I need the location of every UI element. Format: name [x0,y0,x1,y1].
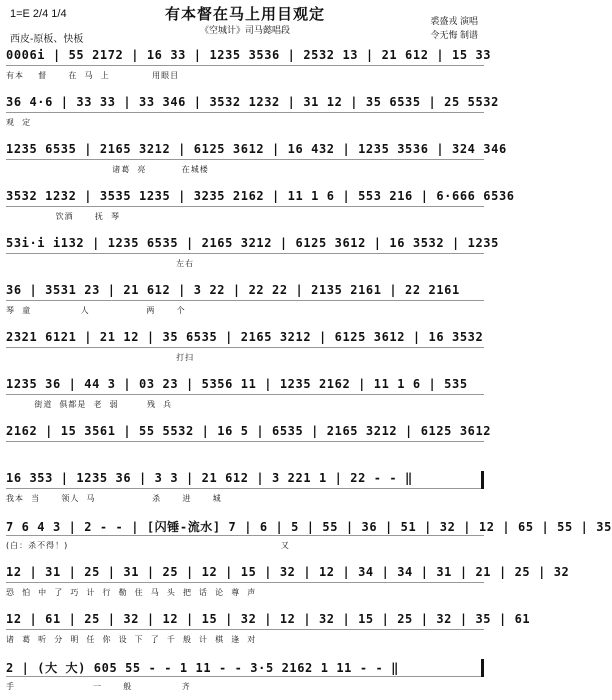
score-row-4 [6,189,515,225]
notation-line: 16 353 | 1235 36 | 3 3 | 21 612 | 3 221 1 | 22 - - ‖ [6,471,413,485]
score-row-2 [6,95,499,131]
notation-line: 1235 6535 | 2165 3212 | 6125 3612 | 16 432 | 1235 3536 | 324 346 [6,142,507,156]
lyric-line: 打扫 [6,353,195,362]
score-row-10 [6,471,484,507]
score-header [0,0,490,44]
lyric-line: 手 一 般 齐 [6,682,191,691]
notation-line: 0006i | 55 2172 | 16 33 | 1235 3536 | 2532 13 | 21 612 | 15 33 [6,48,492,62]
tempo-mode: 西皮-原板、快板 [10,34,84,45]
beam-underline [6,159,484,160]
beam-underline [6,582,484,583]
score-row-1 [6,48,492,84]
lyric-line [6,446,484,458]
notation-line: 36 4·6 | 33 33 | 33 346 | 3532 1232 | 31 12 | 35 6535 | 25 5532 [6,95,499,109]
notation-line: 53i·i i132 | 1235 6535 | 2165 3212 | 6125 3612 | 16 3532 | 1235 [6,236,499,250]
beam-underline [6,300,484,301]
beam-underline [6,347,484,348]
notation-line: 2162 | 15 3561 | 55 5532 | 16 5 | 6535 | 2165 3212 | 6125 3612 [6,424,492,438]
score-row-13 [6,612,531,648]
score-row-6 [6,283,484,319]
beam-underline [6,394,484,395]
notation-line: 36 | 3531 23 | 21 612 | 3 22 | 22 22 | 2135 2161 | 22 2161 [6,283,460,297]
final-barline [481,471,484,489]
lyric-line: 左右 [6,259,195,268]
beam-underline [6,629,484,630]
notation-line: 1235 36 | 44 3 | 03 23 | 5356 11 | 1235 2162 | 11 1 6 | 535 [6,377,468,391]
beam-underline [6,676,484,677]
lyric-line: 琴 童 人 两 个 [6,306,186,315]
notation-line: 2 | (大 大) 605 55 - - 1 11 - - 3·5 2162 1 11 - - ‖ [6,661,399,675]
notation-line: 12 | 61 | 25 | 32 | 12 | 15 | 32 | 12 | 32 | 15 | 25 | 32 | 35 | 61 [6,612,531,626]
lyric-line: 饮酒 抚 琴 [6,212,120,221]
final-barline [481,659,484,677]
beam-underline [6,112,484,113]
notation-line: 7 6 4 3 | 2 - - | [闪锤-流水] 7 | 6 | 5 | 55 | 36 | 51 | 32 | 12 | 65 | 55 | 35 [6,520,612,534]
lyric-line: 我本 当 领人 马 杀 进 城 [6,494,222,503]
lyric-line: 观 定 [6,118,32,127]
notation-line: 12 | 31 | 25 | 31 | 25 | 12 | 15 | 32 | 12 | 34 | 34 | 31 | 21 | 25 | 32 [6,565,570,579]
beam-underline [6,206,484,207]
page-title: 有本督在马上用目观定 [164,5,325,23]
notation-line: 3532 1232 | 3535 1235 | 3235 2162 | 11 1 6 | 553 216 | 6·666 6536 [6,189,515,203]
page-subtitle: 《空城计》司马懿唱段 [199,25,290,35]
score-row-14 [6,659,484,695]
singer-credit: 裘盛戎 演唱 [430,16,478,26]
score-row-7 [6,330,484,366]
lyric-line: 诸 葛 听 分 明 任 你 设 下 了 千 般 计 棋 逢 对 [6,635,257,644]
lyric-line: (白：杀不得！) 又 [6,541,290,550]
beam-underline [6,535,484,536]
notation-line: 2321 6121 | 21 12 | 35 6535 | 2165 3212 | 6125 3612 | 16 3532 [6,330,484,344]
beam-underline [6,488,484,489]
beam-underline [6,65,484,66]
beam-underline [6,441,484,442]
lyric-line: 有本 督 在 马 上 用眼目 [6,71,180,80]
key-signature: 1=E 2/4 1/4 [10,8,67,20]
score-row-12 [6,565,570,601]
beam-underline [6,253,484,254]
score-row-8 [6,377,484,413]
score-row-9 [6,424,492,460]
lyric-line: 恐 怕 中 了 巧 计 行 勒 住 马 头 把 话 论 尊 声 [6,588,257,597]
score-row-11 [6,518,612,554]
score-row-3 [6,142,507,178]
lyric-line: 诸葛 亮 在城楼 [6,165,209,174]
lyric-line: 街道 俱都是 老 弱 残 兵 [6,400,173,409]
score-row-5 [6,236,499,272]
notation-credit: 令无悔 制谱 [430,30,478,40]
